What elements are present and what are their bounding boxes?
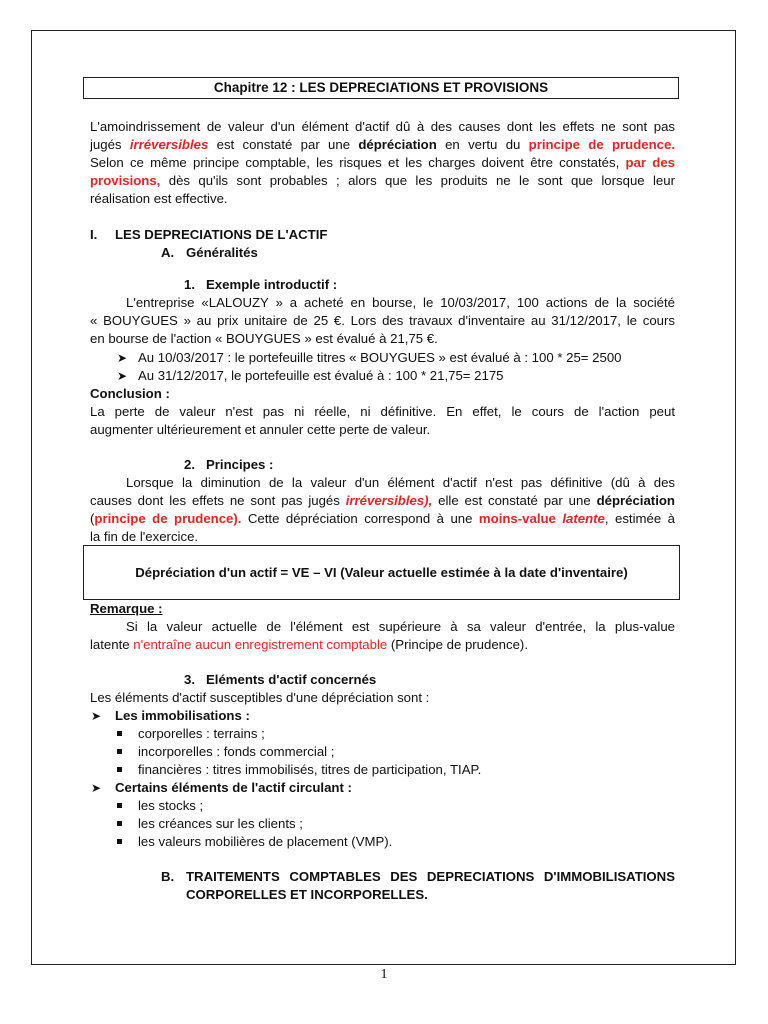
remarque-text: (Principe de prudence). xyxy=(387,637,528,652)
square-bullet-icon xyxy=(117,821,122,826)
intro-line-2 xyxy=(90,136,675,154)
actif-circulant-item: les valeurs mobilières de placement (VMP). xyxy=(138,834,393,849)
principes-line-4: la fin de l'exercice. xyxy=(90,529,199,544)
intro-depreciation: dépréciation xyxy=(358,137,437,152)
conclusion-line-2: augmenter ultérieurement et annuler cette perte de valeur. xyxy=(90,422,431,437)
arrow-bullet-icon: ➤ xyxy=(117,369,128,383)
remarque-line-2 xyxy=(90,636,528,654)
formula-box xyxy=(83,545,680,600)
principes-prudence: principe de prudence). xyxy=(94,511,242,526)
principes-text: ( xyxy=(90,511,95,526)
principes-text: , estimée à xyxy=(604,511,675,526)
principes-number: 2. xyxy=(184,457,195,472)
square-bullet-icon xyxy=(117,731,122,736)
exemple-title: Exemple introductif : xyxy=(206,277,338,292)
section-b-title-line-1: TRAITEMENTS COMPTABLES DES DEPRECIATIONS D'IMMOBILISATIONS xyxy=(186,869,675,884)
arrow-bullet-icon: ➤ xyxy=(91,709,102,723)
exemple-bullet-2: Au 31/12/2017, le portefeuille est évalué à : 100 * 21,75= 2175 xyxy=(138,368,504,383)
elements-title: Eléments d'actif concernés xyxy=(206,672,377,687)
intro-line-3 xyxy=(90,154,675,172)
intro-line-1: L'amoindrissement de valeur d'un élément d'actif dû à des causes dont les effets ne sont pas xyxy=(90,119,675,134)
conclusion-line-1: La perte de valeur n'est pas ni réelle, ni définitive. En effet, le cours de l'action peut xyxy=(90,404,675,419)
intro-line-4 xyxy=(90,172,675,190)
remarque-label: Remarque : xyxy=(90,601,163,616)
subsection-a-number: A. xyxy=(161,245,175,260)
principes-text: elle est constaté par une xyxy=(432,493,597,508)
chapter-title-box xyxy=(83,77,679,99)
intro-text: est constaté par une xyxy=(208,137,359,152)
principes-moins-value: moins-value xyxy=(478,511,556,526)
principes-depreciation: dépréciation xyxy=(596,493,675,508)
intro-line-5: réalisation est effective. xyxy=(90,191,228,206)
intro-irreversibles: irréversibles xyxy=(129,137,209,152)
exemple-line-1: L'entreprise «LALOUZY » a acheté en bourse, le 10/03/2017, 100 actions de la société xyxy=(126,295,675,310)
principes-line-1: Lorsque la diminution de la valeur d'un élément d'actif n'est pas définitive (dû à des xyxy=(126,475,675,490)
intro-principe-prudence: principe de prudence. xyxy=(528,137,675,152)
subsection-a-title: Généralités xyxy=(186,245,258,260)
conclusion-label: Conclusion : xyxy=(90,386,170,401)
actif-circulant-title: Certains éléments de l'actif circulant : xyxy=(115,780,352,795)
page-number: 1 xyxy=(380,967,388,982)
intro-par-des: par des xyxy=(625,155,675,170)
chapter-title: Chapitre 12 : LES DEPRECIATIONS ET PROVISIONS xyxy=(213,80,549,95)
actif-circulant-item: les créances sur les clients ; xyxy=(138,816,303,831)
immobilisation-item: corporelles : terrains ; xyxy=(138,726,265,741)
intro-text: en vertu du xyxy=(436,137,529,152)
exemple-number: 1. xyxy=(184,277,195,292)
actif-circulant-item: les stocks ; xyxy=(138,798,204,813)
principes-irreversibles: irréversibles), xyxy=(345,493,433,508)
arrow-bullet-icon: ➤ xyxy=(117,351,128,365)
intro-provisions: provisions, xyxy=(90,173,161,188)
square-bullet-icon xyxy=(117,767,122,772)
elements-number: 3. xyxy=(184,672,195,687)
elements-intro: Les éléments d'actif susceptibles d'une dépréciation sont : xyxy=(90,690,430,705)
remarque-line-1: Si la valeur actuelle de l'élément est supérieure à sa valeur d'entrée, la plus-value xyxy=(126,619,675,634)
principes-title: Principes : xyxy=(206,457,274,472)
immobilisation-item: financières : titres immobilisés, titres de participation, TIAP. xyxy=(138,762,482,777)
arrow-bullet-icon: ➤ xyxy=(91,781,102,795)
remarque-text: latente xyxy=(90,637,134,652)
section-1-title: LES DEPRECIATIONS DE L'ACTIF xyxy=(115,227,328,242)
principes-text: causes dont les effets ne sont pas jugés xyxy=(90,493,346,508)
intro-text: jugés xyxy=(90,137,130,152)
immobilisations-title: Les immobilisations : xyxy=(115,708,250,723)
section-1-number: I. xyxy=(90,227,98,242)
intro-text: Selon ce même principe comptable, les risques et les charges doivent être constatés, xyxy=(90,155,626,170)
square-bullet-icon xyxy=(117,839,122,844)
formula-text: Dépréciation d'un actif = VE – VI (Valeur actuelle estimée à la date d'inventaire) xyxy=(135,565,628,580)
section-b-title-line-2: CORPORELLES ET INCORPORELLES. xyxy=(186,887,428,902)
immobilisation-item: incorporelles : fonds commercial ; xyxy=(138,744,335,759)
exemple-line-3: en bourse de l'action « BOUYGUES » est évalué à 21,75 €. xyxy=(90,331,438,346)
principes-text: Cette dépréciation correspond à une xyxy=(241,511,479,526)
principes-line-2 xyxy=(90,492,675,510)
section-b-number: B. xyxy=(161,869,175,884)
exemple-bullet-1: Au 10/03/2017 : le portefeuille titres « BOUYGUES » est évalué à : 100 * 25= 2500 xyxy=(138,350,622,365)
intro-text: dès qu'ils sont probables ; alors que les produits ne le sont que lorsque leur xyxy=(160,173,675,188)
square-bullet-icon xyxy=(117,803,122,808)
exemple-line-2: « BOUYGUES » au prix unitaire de 25 €. Lors des travaux d'inventaire au 31/12/2017, le cours xyxy=(90,313,675,328)
principes-latente: latente xyxy=(562,511,605,526)
square-bullet-icon xyxy=(117,749,122,754)
remarque-no-entry: n'entraîne aucun enregistrement comptable xyxy=(133,637,388,652)
principes-line-3 xyxy=(90,510,675,528)
